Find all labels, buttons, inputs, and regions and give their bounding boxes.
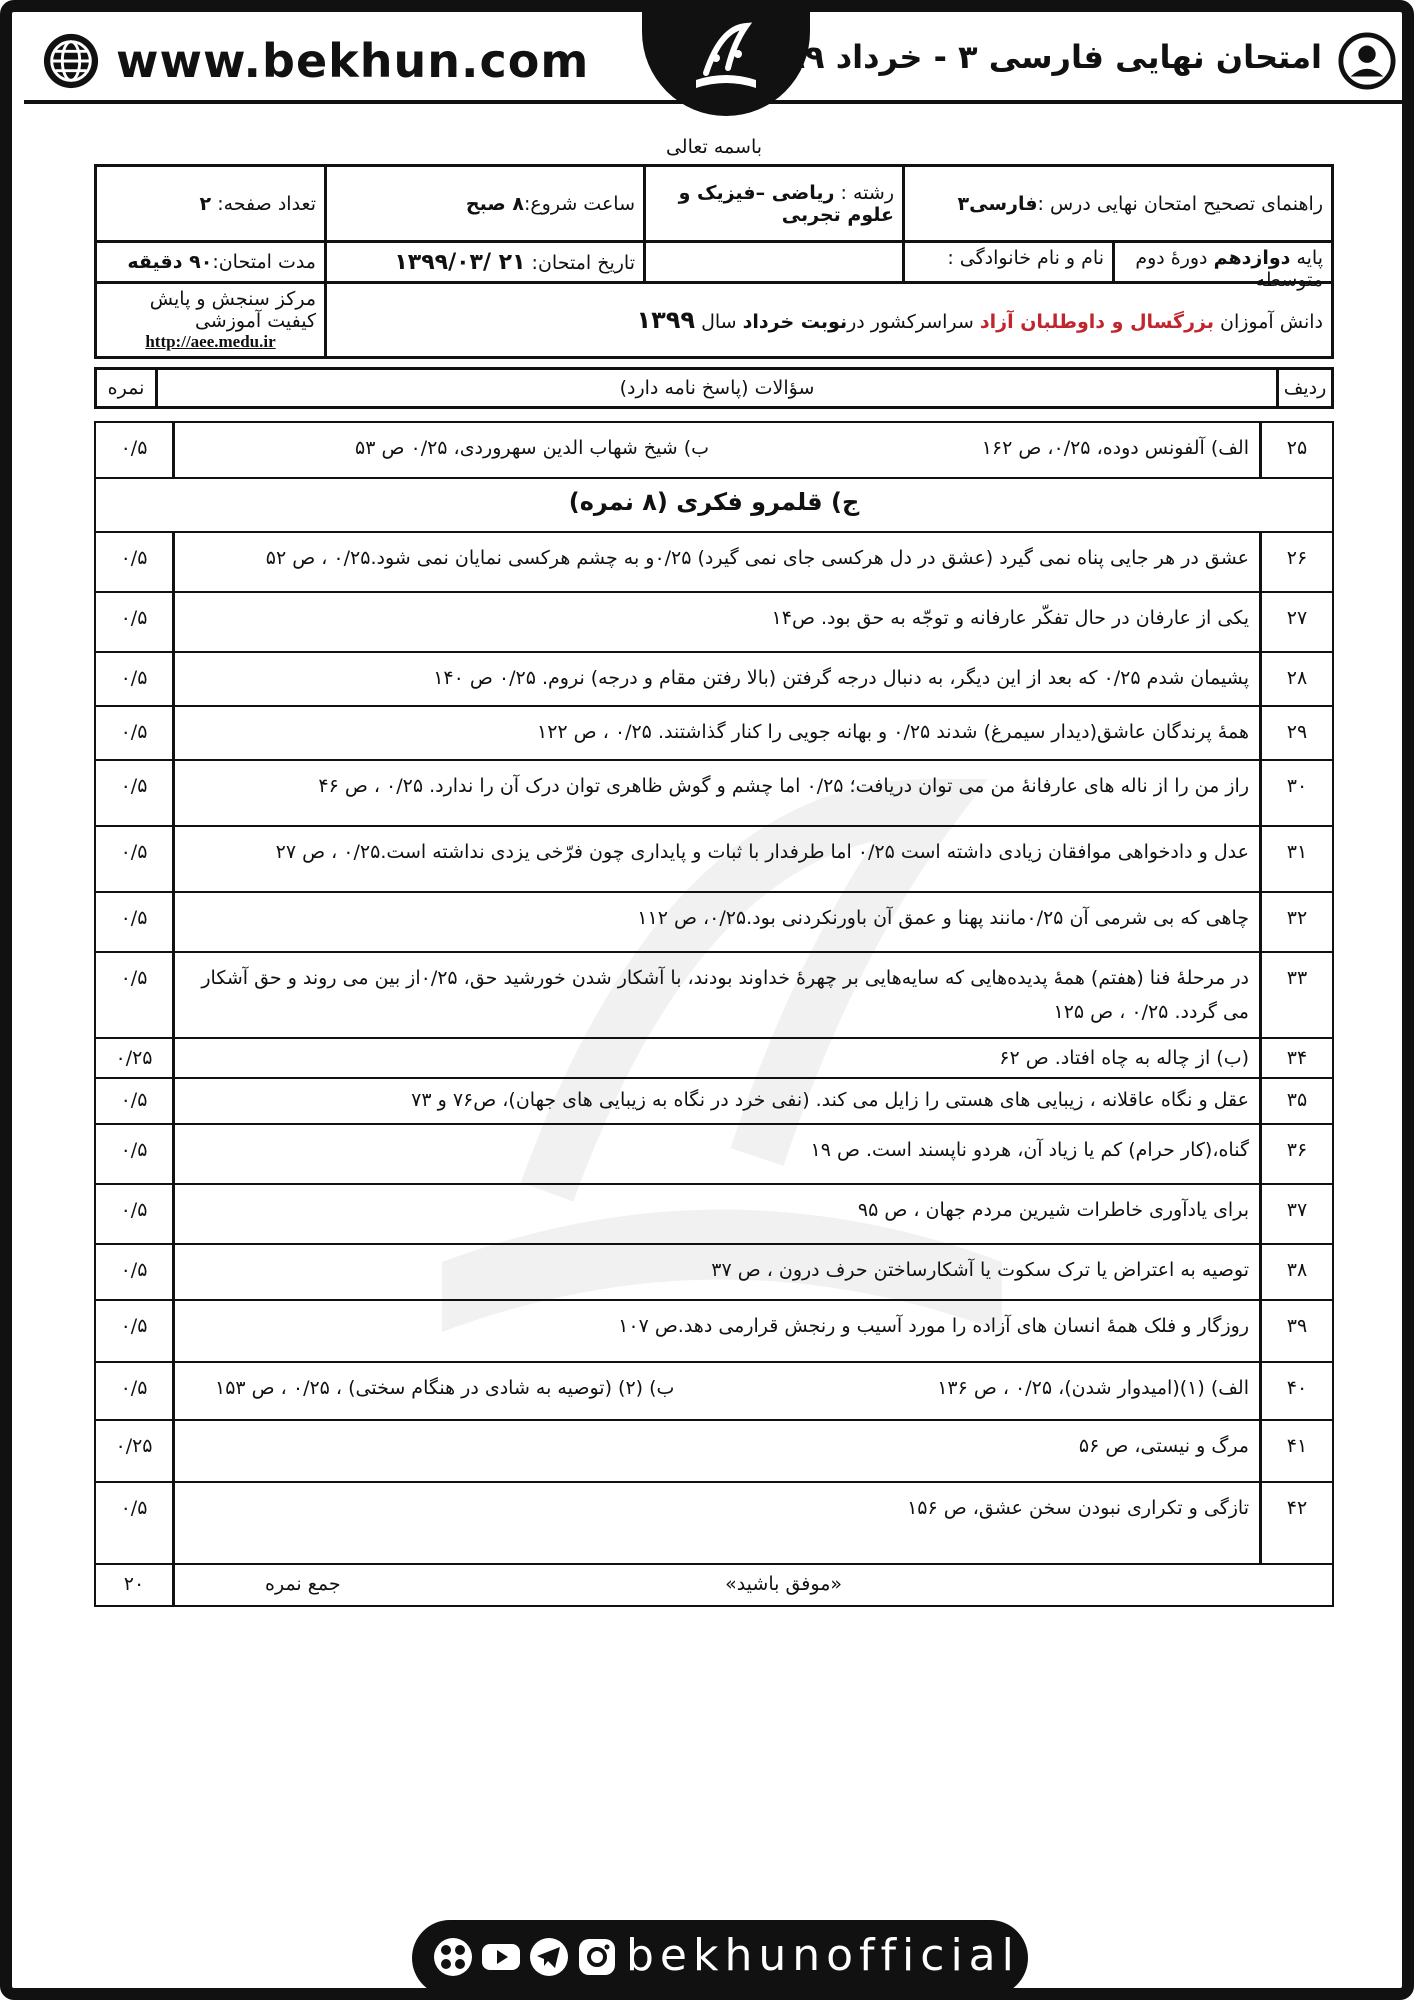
row-score: ۰/۵: [95, 1078, 174, 1124]
table-row: [95, 652, 1333, 706]
answer-part-b: ب) شیخ شهاب الدین سهروردی، ۰/۲۵ ص ۵۳: [355, 437, 710, 459]
date-label: تاریخ امتحان:: [525, 251, 635, 274]
date-cell: [326, 242, 645, 283]
answer-text: گناه،(کار حرام) کم یا زیاد آن، هردو ناپسند است. ص ۱۹: [174, 1124, 1261, 1184]
table-row: [95, 1184, 1333, 1244]
row-score: ۰/۵: [95, 952, 174, 1038]
row-number: ۲۹: [1261, 706, 1334, 760]
row-number: ۴۱: [1261, 1420, 1334, 1482]
row-number: ۴۲: [1261, 1482, 1334, 1564]
row-score: ۰/۵: [95, 1184, 174, 1244]
social-handle[interactable]: bekhunofficial: [626, 1930, 1020, 1981]
students-prefix: دانش آموزان: [1213, 311, 1323, 333]
row-number: ۳۰: [1261, 760, 1334, 826]
center-cell: [96, 283, 326, 358]
answer-text: مرگ و نیستی، ص ۵۶: [174, 1420, 1261, 1482]
pages-label: تعداد صفحه:: [211, 192, 316, 215]
year-label: سال: [695, 311, 743, 333]
section-row: [95, 478, 1333, 532]
students-highlight: بزرگسال و داوطلبان آزاد: [979, 311, 1214, 333]
row-number: ۳۸: [1261, 1244, 1334, 1300]
exam-title: امتحان نهایی فارسی ۳ - خرداد ۹۹: [785, 38, 1322, 76]
table-row: [95, 760, 1333, 826]
total-label: جمع نمره: [265, 1573, 341, 1595]
answer-part-a: الف) (۱)(امیدوار شدن)، ۰/۲۵ ، ص ۱۳۶: [937, 1377, 1249, 1399]
answer-text: همهٔ پرندگان عاشق(دیدار سیمرغ) شدند ۰/۲۵ و بهانه جویی را کنار گذاشتند. ۰/۲۵ ، ص ۱۲۲: [174, 706, 1261, 760]
telegram-icon[interactable]: [528, 1936, 570, 1978]
guide-label: راهنمای تصحیح امتحان نهایی درس :: [1037, 192, 1323, 215]
table-row: [95, 826, 1333, 892]
table-row: [95, 952, 1333, 1038]
row-score: ۰/۵: [95, 760, 174, 826]
social-bar: [412, 1920, 1028, 1996]
start-cell: [326, 166, 645, 242]
answer-text: [174, 1362, 1261, 1420]
row-number: ۳۹: [1261, 1300, 1334, 1362]
course-name: فارسی۳: [957, 192, 1038, 215]
row-score: ۰/۵: [95, 592, 174, 652]
aparat-icon[interactable]: [432, 1936, 474, 1978]
row-number: ۲۸: [1261, 652, 1334, 706]
row-score: ۰/۲۵: [95, 1038, 174, 1078]
pages-value: ۲: [199, 192, 212, 215]
row-number: ۳۱: [1261, 826, 1334, 892]
pages-cell: [96, 166, 326, 242]
row-number: ۳۴: [1261, 1038, 1334, 1078]
total-row: [95, 1564, 1333, 1606]
table-row: [95, 1420, 1333, 1482]
answer-text: توصیه به اعتراض یا ترک سکوت یا آشکارساختن حرف درون ، ص ۳۷: [174, 1244, 1261, 1300]
table-row: [95, 422, 1333, 478]
col-row: ردیف: [1278, 369, 1333, 408]
user-icon[interactable]: [1338, 32, 1396, 90]
grade-name-cell: [904, 242, 1333, 291]
youtube-icon[interactable]: [480, 1936, 522, 1978]
start-label: ساعت شروع:: [523, 192, 635, 215]
answer-text: عشق در هر جایی پناه نمی گیرد (عشق در دل هرکسی جای نمی گیرد) ۰/۲۵و به چشم هرکسی نمایان نمی شود.۰/۲۵ ، ص ۵۲: [174, 532, 1261, 592]
row-number: ۲۷: [1261, 592, 1334, 652]
row-score: ۰/۲۵: [95, 1420, 174, 1482]
row-score: ۰/۵: [95, 706, 174, 760]
table-row: [95, 1078, 1333, 1124]
total-score: ۲۰: [95, 1564, 174, 1606]
row-score: ۰/۵: [95, 532, 174, 592]
course-cell: [904, 166, 1333, 242]
row-score: ۰/۵: [95, 1300, 174, 1362]
table-row: [95, 592, 1333, 652]
students-cell: [326, 283, 1333, 358]
answer-text: [174, 422, 1261, 478]
answer-part-a: الف) آلفونس دوده، ۰/۲۵، ص ۱۶۲: [981, 437, 1249, 459]
row-score: ۰/۵: [95, 1482, 174, 1564]
row-score: ۰/۵: [95, 422, 174, 478]
duration-value: ۹۰ دقیقه: [127, 251, 213, 273]
row-score: ۰/۵: [95, 1362, 174, 1420]
row-number: ۳۵: [1261, 1078, 1334, 1124]
row-score: ۰/۵: [95, 826, 174, 892]
table-row: [95, 1124, 1333, 1184]
total-label-cell: [174, 1564, 1334, 1606]
instagram-icon[interactable]: [576, 1936, 618, 1978]
answer-text: راز من را از ناله های عارفانهٔ من می توان دریافت؛ ۰/۲۵ اما چشم و گوش ظاهری توان درک آن را ندارد. ۰/۲۵ ، ص ۴۶: [174, 760, 1261, 826]
center-name: مرکز سنجش و پایش کیفیت آموزشی: [149, 288, 316, 332]
wish-text: «موفق باشید»: [725, 1573, 842, 1595]
grade-suffix: دورهٔ دوم متوسطه: [1135, 247, 1323, 291]
row-number: ۲۶: [1261, 532, 1334, 592]
answer-part-b: ب) (۲) (توصیه به شادی در هنگام سختی) ، ۰/۲۵ ، ص ۱۵۳: [215, 1377, 675, 1399]
answers-table: [94, 421, 1334, 1607]
exam-info-table: [94, 164, 1334, 359]
row-number: ۴۰: [1261, 1362, 1334, 1420]
website-url[interactable]: www.bekhun.com: [116, 34, 590, 88]
table-row: [95, 706, 1333, 760]
answer-text: عدل و دادخواهی موافقان زیادی داشته است ۰/۲۵ اما طرفدار با ثبات و پایداری چون فرّخی یزدی نداشته است.۰/۲۵ ، ص ۲۷: [174, 826, 1261, 892]
answer-text: در مرحلهٔ فنا (هفتم) همهٔ پدیده‌هایی که سایه‌هایی بر چهرهٔ خداوند بودند، با آشکار شدن خورشید حق، ۰/۲۵از بین می روند و حق آشکار می گردد. ۰/۲۵ ، ص ۱۲۵: [174, 952, 1261, 1038]
row-number: ۲۵: [1261, 422, 1334, 478]
col-questions: سؤالات (پاسخ نامه دارد): [157, 369, 1278, 408]
top-bar: [24, 24, 1414, 104]
answer-text: تازگی و تکراری نبودن سخن عشق، ص ۱۵۶: [174, 1482, 1261, 1564]
row-score: ۰/۵: [95, 1244, 174, 1300]
field-label: رشته :: [834, 181, 894, 204]
table-row: [95, 1244, 1333, 1300]
center-link[interactable]: http://aee.medu.ir: [145, 332, 276, 351]
name-label: نام و نام خانوادگی :: [947, 247, 1104, 269]
answer-text: برای یادآوری خاطرات شیرین مردم جهان ، ص ۹۵: [174, 1184, 1261, 1244]
answer-text: (ب) از چاله به چاه افتاد. ص ۶۲: [174, 1038, 1261, 1078]
book-logo-icon: [676, 18, 776, 108]
answer-text: یکی از عارفان در حال تفکّر عارفانه و توجّه به حق بود. ص۱۴: [174, 592, 1261, 652]
row-number: ۳۷: [1261, 1184, 1334, 1244]
bismillah: باسمه تعالی: [665, 136, 763, 158]
row-number: ۳۶: [1261, 1124, 1334, 1184]
students-mid: سراسرکشور در: [847, 311, 980, 333]
table-row: [95, 892, 1333, 952]
table-row: [95, 532, 1333, 592]
student-name-box: [905, 243, 1112, 281]
date-value: ۱۳۹۹/۰۳/ ۲۱: [394, 249, 526, 275]
answer-text: چاهی که بی شرمی آن ۰/۲۵مانند پهنا و عمق آن باورنکردنی بود.۰/۲۵، ص ۱۱۲: [174, 892, 1261, 952]
duration-cell: [96, 242, 326, 283]
start-value: ۸ صبح: [465, 192, 524, 215]
field-value: ریاضی –فیزیک و علوم تجربی: [678, 181, 894, 226]
globe-icon[interactable]: [42, 32, 100, 90]
row-score: ۰/۵: [95, 892, 174, 952]
answer-key-document: [94, 130, 1334, 1607]
section-title: ج) قلمرو فکری (۸ نمره): [95, 478, 1333, 532]
table-row: [95, 1038, 1333, 1078]
session-value: نوبت خرداد: [742, 311, 848, 333]
row-number: ۳۳: [1261, 952, 1334, 1038]
table-row: [95, 1300, 1333, 1362]
grade-prefix: پایه: [1290, 247, 1323, 269]
answer-text: روزگار و فلک همهٔ انسان های آزاده را مورد آسیب و رنجش قرارمی دهد.ص ۱۰۷: [174, 1300, 1261, 1362]
grade-box: [1112, 243, 1331, 291]
answer-text: پشیمان شدم ۰/۲۵ که بعد از این دیگر، به دنبال درجه گرفتن (بالا رفتن مقام و درجه) نروم. ۰/۲۵ ص ۱۴۰: [174, 652, 1261, 706]
col-score: نمره: [96, 369, 157, 408]
answer-text: عقل و نگاه عاقلانه ، زیبایی های هستی را زایل می کند. (نفی خرد در نگاه به زیبایی های جهان)، ص۷۶ و ۷۳: [174, 1078, 1261, 1124]
table-row: [95, 1482, 1333, 1564]
questions-header: [94, 367, 1334, 409]
row-number: ۳۲: [1261, 892, 1334, 952]
row-score: ۰/۵: [95, 652, 174, 706]
field-cell: [645, 166, 904, 242]
table-row: [95, 1362, 1333, 1420]
row-score: ۰/۵: [95, 1124, 174, 1184]
name-blank-cell: [645, 242, 904, 283]
duration-label: مدت امتحان:: [212, 251, 316, 273]
year-value: ۱۳۹۹: [636, 306, 696, 334]
grade-value: دوازدهم: [1213, 247, 1291, 269]
